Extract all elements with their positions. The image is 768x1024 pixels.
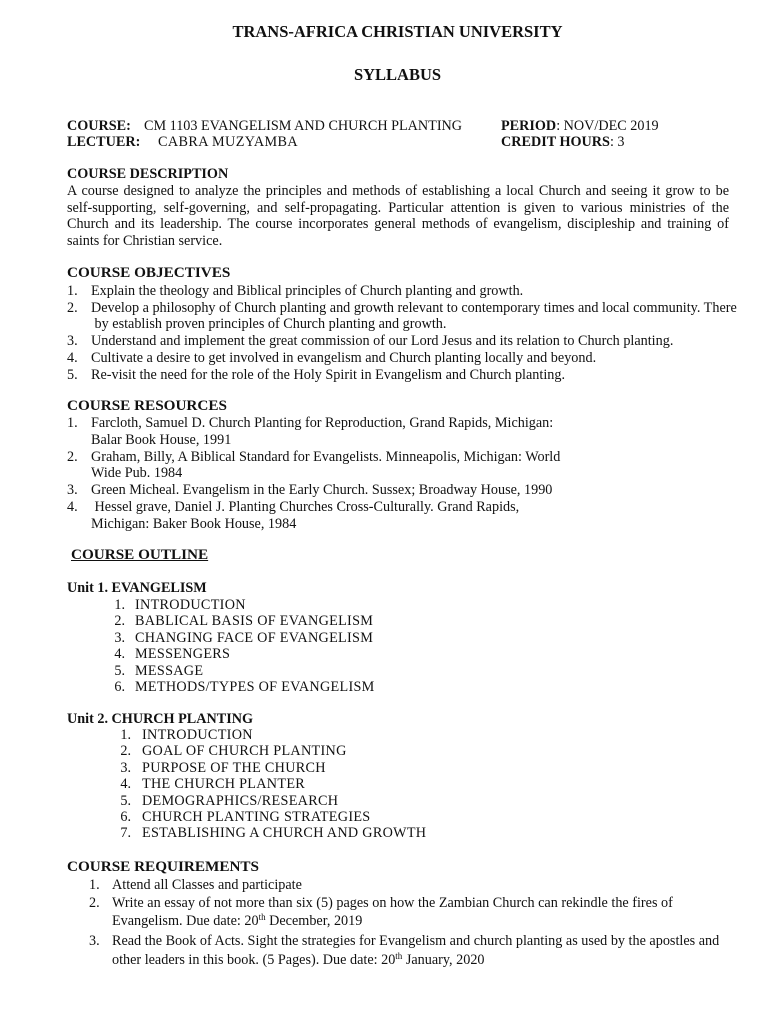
outline-heading: COURSE OUTLINE: [71, 546, 209, 563]
requirement-number-2: 2.: [89, 895, 100, 911]
requirement-2-sup: th: [258, 912, 266, 922]
unit2-number: 1.: [120, 727, 131, 743]
unit1-number: 4.: [114, 646, 125, 663]
requirement-3-sup: th: [395, 951, 403, 961]
unit2-number: 6.: [120, 809, 131, 825]
unit1-label: Unit 1. EVANGELISM: [67, 580, 207, 596]
period-value: : NOV/DEC 2019: [556, 118, 659, 134]
objective-number: 4.: [67, 349, 78, 366]
objective-number: 1.: [67, 283, 78, 299]
requirement-number-1: 1.: [89, 877, 100, 893]
objective-item: by establish proven principles of Church planting and growth.: [91, 316, 447, 333]
resource-item: Michigan: Baker Book House, 1984: [91, 515, 297, 532]
requirement-3-date-pre: other leaders in this book. (5 Pages). Due date: 20: [112, 952, 396, 968]
resources-heading: COURSE RESOURCES: [67, 397, 227, 414]
resource-item: Green Micheal. Evangelism in the Early Church. Sussex; Broadway House, 1990: [91, 482, 553, 498]
description-text: A course designed to analyze the principles and methods of establishing a local Church and seeing it grow to be self-supporting, self-governing, and self-propagating. Particular attention is given to various ministries of the Church and its leadership. The course incorporates general methods of evangelism, discipleship and training of saints for Christian service.: [67, 183, 729, 249]
requirement-3-date-post: January, 2020: [402, 952, 485, 968]
objective-number: 5.: [67, 366, 78, 383]
requirement-1: Attend all Classes and participate: [112, 877, 302, 893]
resource-item: Wide Pub. 1984: [91, 465, 183, 482]
lecturer-label: LECTUER:: [67, 134, 141, 150]
unit1-number: 1.: [114, 597, 125, 613]
resource-item: Balar Book House, 1991: [91, 431, 232, 448]
objective-item: Explain the theology and Biblical principles of Church planting and growth.: [91, 283, 524, 299]
course-value: CM 1103 EVANGELISM AND CHURCH PLANTING: [144, 118, 463, 134]
credit-field: [501, 134, 625, 151]
objective-item: Develop a philosophy of Church planting and growth relevant to contemporary times and local community. There: [91, 299, 737, 316]
unit2-item: PURPOSE OF THE CHURCH: [142, 759, 326, 776]
objective-item: Re-visit the need for the role of the Holy Spirit in Evangelism and Church planting.: [91, 366, 565, 383]
unit2-item: THE CHURCH PLANTER: [142, 776, 306, 793]
unit1-number: 6.: [114, 679, 125, 695]
unit1-item: MESSAGE: [135, 662, 204, 679]
unit1-item: INTRODUCTION: [135, 597, 246, 613]
lecturer-value: CABRA MUZYAMBA: [158, 134, 299, 150]
unit1-item: MESSENGERS: [135, 646, 231, 663]
unit2-number: 4.: [120, 776, 131, 793]
resource-number: 3.: [67, 482, 78, 498]
university-title: TRANS-AFRICA CHRISTIAN UNIVERSITY: [232, 22, 563, 41]
requirement-2-line1: Write an essay of not more than six (5) pages on how the Zambian Church can rekindle the fires of: [112, 895, 673, 911]
objective-item: Cultivate a desire to get involved in evangelism and Church planting locally and beyond.: [91, 349, 597, 366]
requirement-3-line2: [112, 952, 485, 969]
description-heading: COURSE DESCRIPTION: [67, 166, 229, 182]
unit1-item: CHANGING FACE OF EVANGELISM: [135, 629, 374, 646]
period-label: PERIOD: [501, 118, 557, 134]
unit2-item: DEMOGRAPHICS/RESEARCH: [142, 792, 339, 809]
unit2-number: 3.: [120, 759, 131, 776]
objectives-heading: COURSE OBJECTIVES: [67, 264, 231, 281]
resource-item: Farcloth, Samuel D. Church Planting for Reproduction, Grand Rapids, Michigan:: [91, 415, 554, 431]
requirement-number-3: 3.: [89, 933, 100, 949]
requirement-2-date-pre: Evangelism. Due date: 20: [112, 913, 259, 929]
unit2-item: ESTABLISHING A CHURCH AND GROWTH: [142, 825, 427, 842]
resource-item: Graham, Billy, A Biblical Standard for Evangelists. Minneapolis, Michigan: World: [91, 448, 561, 465]
objective-item: Understand and implement the great commission of our Lord Jesus and its relation to Church planting.: [91, 333, 674, 350]
document-title: SYLLABUS: [353, 65, 442, 84]
credit-value: : 3: [609, 134, 625, 150]
requirement-2-line2: [112, 913, 362, 930]
unit2-number: 5.: [120, 792, 131, 809]
resource-number: 1.: [67, 415, 78, 431]
unit2-item: CHURCH PLANTING STRATEGIES: [142, 809, 371, 825]
objective-number: 3.: [67, 333, 78, 350]
unit1-item: BABLICAL BASIS OF EVANGELISM: [135, 613, 374, 630]
credit-label: CREDIT HOURS: [501, 134, 610, 150]
requirement-3-line1: Read the Book of Acts. Sight the strategies for Evangelism and church planting as used by the apostles and: [112, 933, 720, 949]
unit2-label: Unit 2. CHURCH PLANTING: [67, 711, 254, 727]
unit1-number: 5.: [114, 662, 125, 679]
unit2-item: INTRODUCTION: [142, 727, 253, 743]
resource-number: 2.: [67, 448, 78, 465]
period-field: [501, 118, 659, 135]
resource-item: Hessel grave, Daniel J. Planting Churches Cross-Culturally. Grand Rapids,: [91, 498, 520, 515]
requirement-2-date-post: December, 2019: [265, 913, 363, 929]
requirements-heading: COURSE REQUIREMENTS: [67, 858, 259, 875]
unit2-number: 2.: [120, 743, 131, 760]
course-label: COURSE:: [67, 118, 131, 134]
unit2-item: GOAL OF CHURCH PLANTING: [142, 743, 347, 760]
unit1-number: 3.: [114, 629, 125, 646]
objective-number: 2.: [67, 299, 78, 316]
unit1-number: 2.: [114, 613, 125, 630]
resource-number: 4.: [67, 498, 78, 515]
unit1-item: METHODS/TYPES OF EVANGELISM: [135, 679, 375, 695]
unit2-number: 7.: [120, 825, 131, 842]
